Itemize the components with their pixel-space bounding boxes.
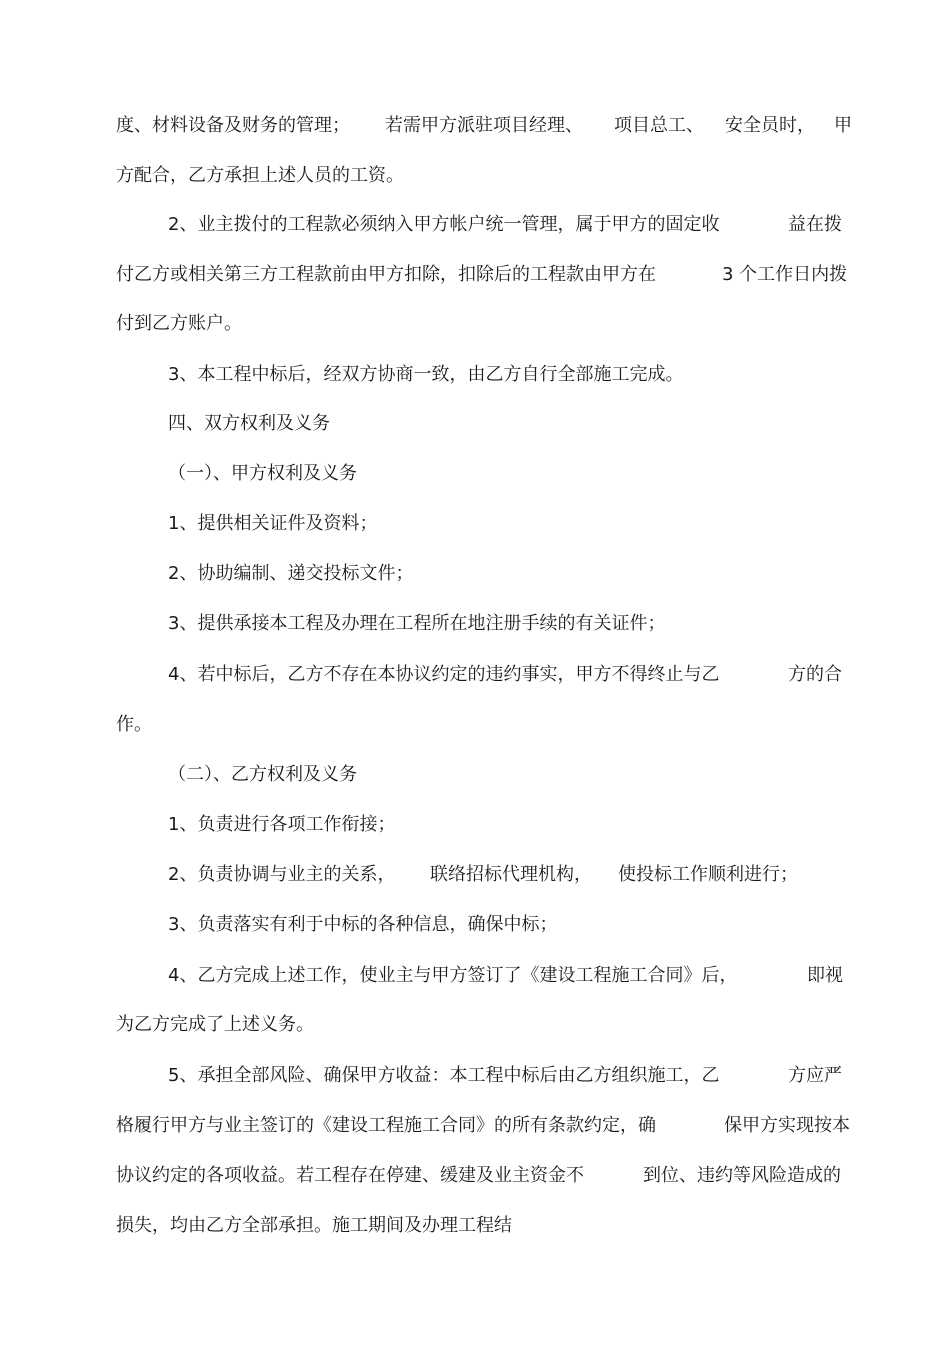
list-item: 3、负责落实有利于中标的各种信息，确保中标；: [168, 914, 558, 935]
list-item: 5、承担全部风险、确保甲方收益：本工程中标后由乙方组织施工，乙: [168, 1065, 720, 1086]
text-line: 损失，均由乙方全部承担。施工期间及办理工程结: [116, 1215, 512, 1236]
text-line: 保甲方实现按本: [724, 1115, 850, 1136]
text-line: 安全员时，: [725, 115, 815, 136]
text-line: 协议约定的各项收益。若工程存在停建、缓建及业主资金不: [116, 1165, 584, 1186]
text-line: 方配合，乙方承担上述人员的工资。: [116, 165, 404, 186]
list-item: 4、若中标后，乙方不存在本协议约定的违约事实，甲方不得终止与乙: [168, 664, 720, 685]
subsection-heading: （二）、乙方权利及义务: [168, 764, 357, 785]
text-line: 方的合: [788, 664, 842, 685]
text-line: 项目总工、: [614, 115, 704, 136]
text-line: 3、本工程中标后，经双方协商一致，由乙方自行全部施工完成。: [168, 364, 684, 385]
text-line: 格履行甲方与业主签订的《建设工程施工合同》的所有条款约定，确: [116, 1115, 656, 1136]
text-line: 益在拨: [788, 214, 842, 235]
text-line: 3 个工作日内拨: [722, 264, 848, 285]
text-line: 付到乙方账户。: [116, 313, 242, 334]
list-item: 3、提供承接本工程及办理在工程所在地注册手续的有关证件；: [168, 613, 666, 634]
text-line: 使投标工作顺利进行；: [618, 864, 798, 885]
text-line: 方应严: [788, 1065, 842, 1086]
text-line: 作。: [116, 714, 152, 735]
text-line: 甲: [834, 115, 852, 136]
subsection-heading: （一）、甲方权利及义务: [168, 463, 357, 484]
text-line: 2、业主拨付的工程款必须纳入甲方帐户统一管理，属于甲方的固定收: [168, 214, 720, 235]
text-line: 为乙方完成了上述义务。: [116, 1014, 314, 1035]
list-item: 2、协助编制、递交投标文件；: [168, 563, 414, 584]
list-item: 1、负责进行各项工作衔接；: [168, 814, 396, 835]
list-item: 1、提供相关证件及资料；: [168, 513, 378, 534]
list-item: 4、乙方完成上述工作，使业主与甲方签订了《建设工程施工合同》后，: [168, 965, 738, 986]
text-line: 度、材料设备及财务的管理；: [116, 115, 350, 136]
list-item: 2、负责协调与业主的关系，: [168, 864, 396, 885]
text-line: 联络招标代理机构，: [430, 864, 592, 885]
text-line: 付乙方或相关第三方工程款前由甲方扣除，扣除后的工程款由甲方在: [116, 264, 656, 285]
text-line: 若需甲方派驻项目经理、: [385, 115, 583, 136]
text-line: 到位、违约等风险造成的: [643, 1165, 841, 1186]
section-heading: 四、双方权利及义务: [168, 413, 330, 434]
text-line: 即视: [807, 965, 843, 986]
